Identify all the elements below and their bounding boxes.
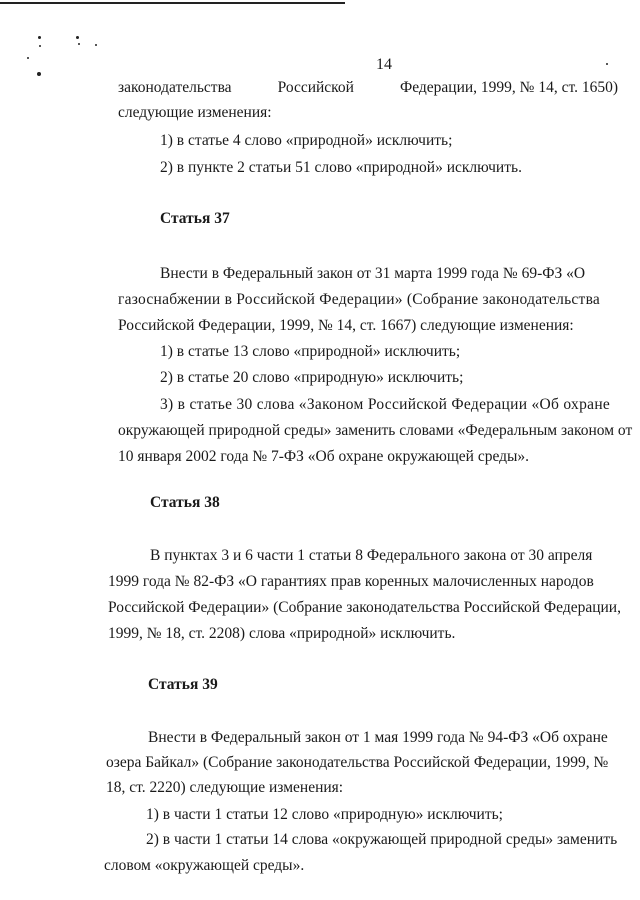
text-line: Внести в Федеральный закон от 1 мая 1999 года № 94-ФЗ «Об охране <box>148 729 608 746</box>
text-line: Российской Федерации, 1999, № 14, ст. 1667) следующие изменения: <box>118 317 574 334</box>
list-item: 2) в статье 20 слово «природную» исключить; <box>160 369 464 386</box>
text-fragment: Внести в Федеральный закон от 31 марта 1999 года № 69-ФЗ «О <box>160 265 586 282</box>
text-line: следующие изменения: <box>118 104 272 121</box>
text-line: 1999, № 18, ст. 2208) слова «природной» исключить. <box>108 625 456 642</box>
text-line: 1999 года № 82-ФЗ «О гарантиях прав коренных малочисленных народов <box>108 573 594 590</box>
scan-speck <box>38 36 41 39</box>
list-item: 1) в части 1 статьи 12 слово «природную» исключить; <box>146 806 503 823</box>
list-item: 2) в пункте 2 статьи 51 слово «природной» исключить. <box>160 159 522 176</box>
article-heading: Статья 39 <box>148 676 218 693</box>
text-line: В пунктах 3 и 6 части 1 статьи 8 Федерального закона от 30 апреля <box>150 547 593 564</box>
list-item: 1) в статье 4 слово «природной» исключить; <box>160 132 453 149</box>
top-rule <box>0 2 345 4</box>
list-item: 1) в статье 13 слово «природной» исключить; <box>160 343 461 360</box>
text-line <box>118 78 618 98</box>
text-line: 10 января 2002 года № 7-ФЗ «Об охране окружающей среды». <box>118 448 530 465</box>
text-line: окружающей природной среды» заменить словами «Федеральным законом от <box>118 422 633 439</box>
article-heading: Статья 38 <box>150 494 220 511</box>
scan-speck <box>39 45 41 47</box>
text-fragment: законодательства <box>118 79 232 96</box>
text-line: 18, ст. 2220) следующие изменения: <box>106 779 344 796</box>
article-heading: Статья 37 <box>160 210 230 227</box>
scan-speck <box>37 72 41 76</box>
scan-speck <box>95 44 97 46</box>
list-item: 3) в статье 30 слова «Законом Российской Федерации «Об охране <box>160 396 611 413</box>
text-line: газоснабжении в Российской Федерации» (Собрание законодательства <box>118 291 601 308</box>
text-fragment: Федерации, 1999, № 14, ст. 1650) <box>399 79 618 96</box>
text-line <box>160 264 618 284</box>
scan-speck <box>27 57 29 59</box>
text-fragment: Российской <box>277 79 354 96</box>
list-item: 2) в части 1 статьи 14 слова «окружающей природной среды» заменить <box>146 831 618 848</box>
text-line: словом «окружающей среды». <box>104 857 305 874</box>
text-line: озера Байкал» (Собрание законодательства Российской Федерации, 1999, № <box>106 754 609 771</box>
scan-speck <box>76 36 79 39</box>
text-line: Российской Федерации» (Собрание законодательства Российской Федерации, <box>108 599 621 616</box>
scan-speck <box>606 63 608 65</box>
scan-speck <box>78 43 80 45</box>
page-number: 14 <box>376 56 392 73</box>
